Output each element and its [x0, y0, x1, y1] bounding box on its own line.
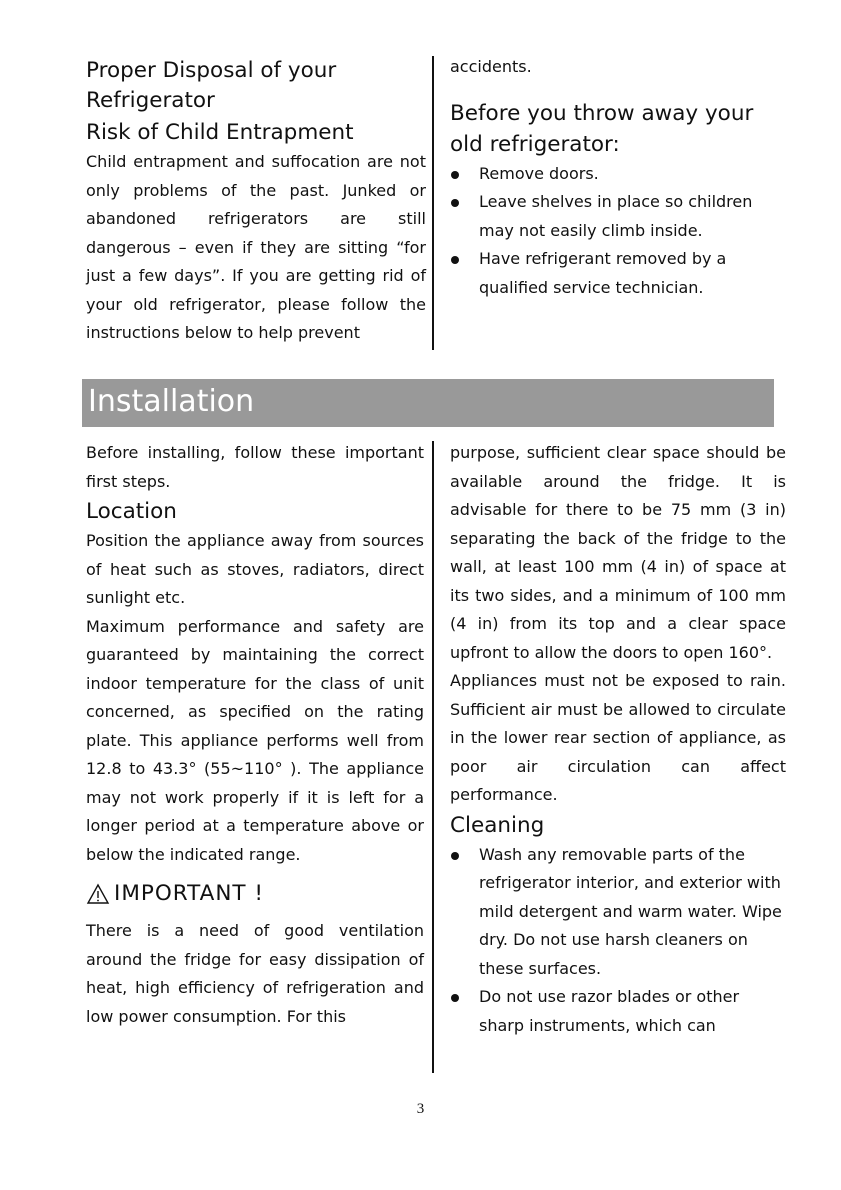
clearance-text: purpose, sufficient clear space should be available around the fridge. It is advisable for there to be 75 mm (3 in) separating the back of the fridge to the wall, at least 100 mm (4 in) of space at its two sides, and a minimum of 100 mm (4 in) from its top and a clear space upfront to allow the doors to open 160°.	[450, 443, 786, 662]
list-item: Wash any removable parts of the refrigerator interior, and exterior with mild detergent and warm water. Wipe dry. Do not use harsh cleaners on these surfaces.	[450, 841, 786, 984]
list-item: Have refrigerant removed by a qualified service technician.	[450, 245, 780, 302]
cleaning-heading: Cleaning	[450, 812, 545, 838]
location-text: Position the appliance away from sources of heat such as stoves, radiators, direct sunlight etc.	[86, 531, 424, 607]
before-throw-away-section	[450, 53, 780, 302]
column-divider-top	[432, 56, 434, 350]
installation-banner	[82, 379, 774, 427]
child-entrapment-heading: Risk of Child Entrapment	[86, 120, 354, 145]
disposal-steps-list	[450, 160, 780, 303]
warning-triangle-icon	[86, 883, 110, 905]
ventilation-text: There is a need of good ventilation around the fridge for easy dissipation of heat, high efficiency of refrigeration and low power consumption. For this	[86, 921, 424, 1026]
list-item: Leave shelves in place so children may not easily climb inside.	[450, 188, 780, 245]
installation-left-column	[86, 439, 424, 1031]
cleaning-list	[450, 841, 786, 1041]
page-number: 3	[416, 1101, 425, 1117]
before-throw-away-heading: Before you throw away your old refrigerator:	[450, 100, 754, 157]
installation-right-column	[450, 439, 786, 1040]
location-heading: Location	[86, 499, 177, 524]
list-item: Remove doors.	[450, 160, 780, 189]
rain-text: Appliances must not be exposed to rain. Sufficient air must be allowed to circulate in the lower rear section of appliance, as poor air circulation can affect performance.	[450, 671, 786, 804]
continuation-text: accidents.	[450, 57, 532, 76]
intro-text: Before installing, follow these important first steps.	[86, 443, 424, 491]
important-label: IMPORTANT !	[114, 881, 264, 906]
column-divider-bottom	[432, 441, 434, 1073]
installation-title: Installation	[88, 384, 255, 419]
disposal-section	[86, 56, 426, 348]
child-entrapment-text: Child entrapment and suffocation are not only problems of the past. Junked or abandoned refrigerators are still dangerous – even if they are sitting “for just a few days”. If you are getting rid of your old refrigerator, please follow the instructions below to help prevent	[86, 152, 426, 342]
important-heading	[86, 879, 424, 909]
list-item: Do not use razor blades or other sharp instruments, which can	[450, 983, 786, 1040]
disposal-heading: Proper Disposal of your Refrigerator	[86, 58, 337, 113]
temperature-text: Maximum performance and safety are guaranteed by maintaining the correct indoor temperature for the class of unit concerned, as specified on the rating plate. This appliance performs well from 12.8 to 43.3° (55~110° ). The appliance may not work properly if it is left for a longer period at a temperature above or below the indicated range.	[86, 616, 424, 864]
